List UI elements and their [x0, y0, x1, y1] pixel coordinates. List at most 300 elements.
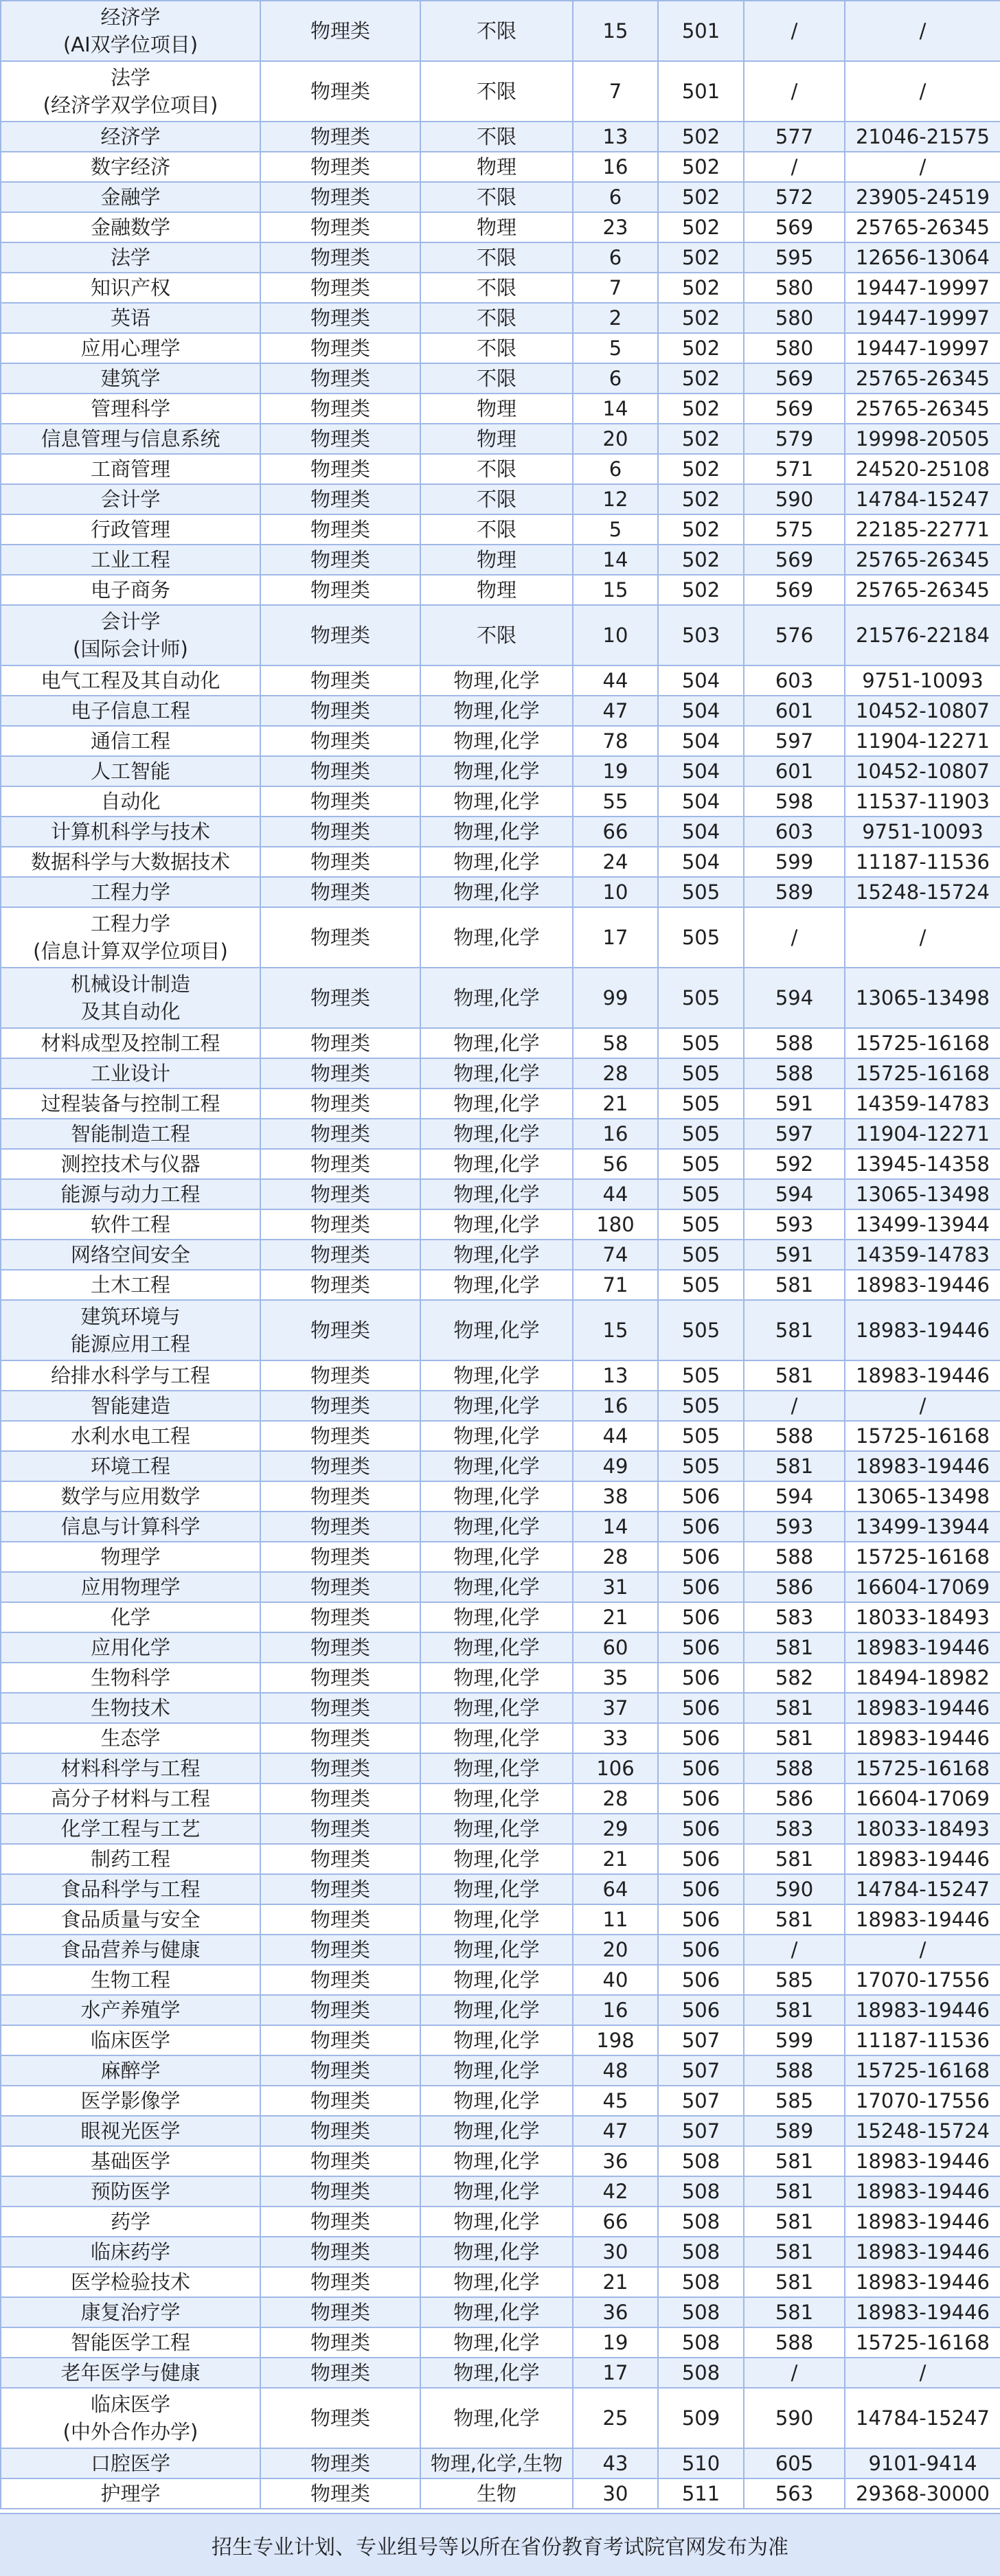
category-cell: 物理类 [260, 1058, 420, 1088]
table-row [1, 575, 1000, 605]
min-score-cell: 603 [744, 665, 845, 696]
subjects-cell: 物理,化学 [420, 1209, 573, 1240]
min-score-cell: 599 [744, 847, 845, 877]
category-cell: 物理类 [260, 1783, 420, 1814]
major-name-line: (信息计算双学位项目) [33, 939, 228, 963]
group-code-cell: 505 [658, 907, 744, 968]
major-name-cell [1, 545, 260, 575]
rank-range-cell: 18983-19446 [845, 1723, 1000, 1753]
major-name-line: 物理学 [100, 1545, 161, 1569]
group-code-cell: 506 [658, 1602, 744, 1632]
category-cell: 物理类 [260, 1270, 420, 1300]
category-cell: 物理类 [260, 1209, 420, 1240]
category-cell: 物理类 [260, 1935, 420, 1965]
group-code-cell: 507 [658, 2025, 744, 2055]
plan-count-cell: 16 [573, 152, 658, 182]
rank-range-cell: 18983-19446 [845, 1451, 1000, 1481]
major-name-cell [1, 1360, 260, 1391]
subjects-cell: 不限 [420, 454, 573, 484]
min-score-cell: 595 [744, 242, 845, 273]
plan-count-cell: 28 [573, 1542, 658, 1572]
min-score-cell: 589 [744, 2116, 845, 2146]
table-row [1, 242, 1000, 273]
table-row [1, 122, 1000, 152]
table-row [1, 484, 1000, 514]
major-name-cell [1, 61, 260, 122]
category-cell: 物理类 [260, 726, 420, 756]
subjects-cell: 物理,化学 [420, 1149, 573, 1179]
plan-count-cell: 180 [573, 1209, 658, 1240]
subjects-cell: 物理,化学 [420, 1935, 573, 1965]
table-row [1, 514, 1000, 545]
group-code-cell: 508 [658, 2146, 744, 2176]
major-name-line: 水产养殖学 [80, 1998, 181, 2022]
group-code-cell: 505 [658, 1300, 744, 1360]
plan-count-cell: 12 [573, 484, 658, 514]
subjects-cell: 物理,化学 [420, 2388, 573, 2448]
plan-count-cell: 15 [573, 1300, 658, 1360]
rank-range-cell: 9101-9414 [845, 2448, 1000, 2478]
category-cell: 物理类 [260, 605, 420, 665]
plan-count-cell: 19 [573, 2327, 658, 2358]
major-name-cell [1, 424, 260, 454]
major-name-line: 医学检验技术 [70, 2270, 190, 2294]
major-name-cell [1, 2478, 260, 2509]
plan-count-cell: 44 [573, 665, 658, 696]
category-cell: 物理类 [260, 2146, 420, 2176]
min-score-cell: 597 [744, 726, 845, 756]
major-name-line: 电子商务 [90, 578, 170, 602]
category-cell: 物理类 [260, 182, 420, 212]
plan-count-cell: 38 [573, 1481, 658, 1512]
major-name-line: 化学 [110, 1606, 150, 1629]
plan-count-cell: 78 [573, 726, 658, 756]
major-name-line: 食品营养与健康 [60, 1938, 201, 1961]
category-cell: 物理类 [260, 665, 420, 696]
rank-range-cell: 15725-16168 [845, 1542, 1000, 1572]
rank-range-cell: / [845, 61, 1000, 122]
min-score-cell: 588 [744, 1058, 845, 1088]
subjects-cell: 物理,化学 [420, 2237, 573, 2267]
group-code-cell: 505 [658, 877, 744, 907]
major-name-cell [1, 2388, 260, 2448]
min-score-cell: 593 [744, 1209, 845, 1240]
major-name-cell [1, 968, 260, 1028]
plan-count-cell: 21 [573, 2267, 658, 2297]
major-name-line: 人工智能 [90, 760, 170, 783]
major-name-cell [1, 363, 260, 394]
major-name-cell [1, 1028, 260, 1058]
min-score-cell: / [744, 1391, 845, 1421]
category-cell: 物理类 [260, 756, 420, 786]
group-code-cell: 502 [658, 394, 744, 424]
category-cell: 物理类 [260, 696, 420, 726]
table-row [1, 2388, 1000, 2448]
subjects-cell: 不限 [420, 605, 573, 665]
subjects-cell: 不限 [420, 514, 573, 545]
plan-count-cell: 43 [573, 2448, 658, 2478]
major-name-line: 智能建造 [90, 1394, 170, 1417]
major-name-line: 预防医学 [90, 2180, 170, 2203]
table-row [1, 2478, 1000, 2509]
subjects-cell: 物理,化学 [420, 817, 573, 847]
plan-count-cell: 2 [573, 303, 658, 333]
subjects-cell: 不限 [420, 61, 573, 122]
table-row [1, 1844, 1000, 1874]
group-code-cell: 507 [658, 2116, 744, 2146]
plan-count-cell: 7 [573, 273, 658, 303]
major-name-cell [1, 817, 260, 847]
table-row [1, 1783, 1000, 1814]
major-name-line: 机械设计制造 [70, 972, 190, 996]
table-row [1, 1300, 1000, 1360]
table-row [1, 212, 1000, 242]
group-code-cell: 508 [658, 2297, 744, 2327]
rank-range-cell: 19998-20505 [845, 424, 1000, 454]
major-name-line: 食品科学与工程 [60, 1878, 201, 1901]
major-name-line: 测控技术与仪器 [60, 1152, 201, 1176]
rank-range-cell: 18983-19446 [845, 1270, 1000, 1300]
rank-range-cell: 14359-14783 [845, 1088, 1000, 1119]
min-score-cell: / [744, 1935, 845, 1965]
table-row [1, 968, 1000, 1028]
subjects-cell: 物理,化学,生物 [420, 2448, 573, 2478]
major-name-line: 金融数学 [90, 216, 170, 239]
subjects-cell: 物理,化学 [420, 1814, 573, 1844]
rank-range-cell: 25765-26345 [845, 575, 1000, 605]
table-row [1, 1, 1000, 61]
table-row [1, 726, 1000, 756]
major-name-cell [1, 333, 260, 363]
min-score-cell: 569 [744, 575, 845, 605]
category-cell: 物理类 [260, 545, 420, 575]
category-cell: 物理类 [260, 363, 420, 394]
subjects-cell: 物理,化学 [420, 1451, 573, 1481]
category-cell: 物理类 [260, 2448, 420, 2478]
group-code-cell: 507 [658, 2055, 744, 2086]
category-cell: 物理类 [260, 484, 420, 514]
major-name-line: (国际会计师) [73, 637, 188, 661]
category-cell: 物理类 [260, 333, 420, 363]
plan-count-cell: 28 [573, 1058, 658, 1088]
rank-range-cell: 14359-14783 [845, 1240, 1000, 1270]
category-cell: 物理类 [260, 1844, 420, 1874]
rank-range-cell: 18983-19446 [845, 2207, 1000, 2237]
table-row [1, 2146, 1000, 2176]
plan-count-cell: 198 [573, 2025, 658, 2055]
table-row [1, 2176, 1000, 2207]
major-name-cell [1, 1270, 260, 1300]
major-name-cell [1, 182, 260, 212]
rank-range-cell: 14784-15247 [845, 484, 1000, 514]
major-name-line: 应用物理学 [80, 1575, 181, 1599]
category-cell: 物理类 [260, 1874, 420, 1904]
category-cell: 物理类 [260, 1904, 420, 1935]
major-name-line: 金融学 [100, 185, 161, 209]
major-name-line: 生物科学 [90, 1666, 170, 1689]
major-name-cell [1, 1542, 260, 1572]
group-code-cell: 502 [658, 514, 744, 545]
major-name-cell [1, 1421, 260, 1451]
plan-count-cell: 21 [573, 1088, 658, 1119]
plan-count-cell: 25 [573, 2388, 658, 2448]
min-score-cell: 571 [744, 454, 845, 484]
category-cell: 物理类 [260, 273, 420, 303]
group-code-cell: 505 [658, 1391, 744, 1421]
major-name-line: 会计学 [100, 610, 161, 633]
major-name-line: 软件工程 [90, 1213, 170, 1236]
subjects-cell: 物理,化学 [420, 1783, 573, 1814]
group-code-cell: 505 [658, 1119, 744, 1149]
major-name-line: (中外合作办学) [62, 2420, 198, 2443]
category-cell: 物理类 [260, 817, 420, 847]
major-name-cell [1, 1451, 260, 1481]
plan-count-cell: 36 [573, 2146, 658, 2176]
rank-range-cell: / [845, 2358, 1000, 2388]
rank-range-cell: 21046-21575 [845, 122, 1000, 152]
table-row [1, 1693, 1000, 1723]
group-code-cell: 502 [658, 484, 744, 514]
major-name-cell [1, 273, 260, 303]
subjects-cell: 物理,化学 [420, 907, 573, 968]
group-code-cell: 508 [658, 2207, 744, 2237]
major-name-cell [1, 1481, 260, 1512]
category-cell: 物理类 [260, 1723, 420, 1753]
group-code-cell: 509 [658, 2388, 744, 2448]
major-name-line: 给排水科学与工程 [50, 1364, 210, 1387]
group-code-cell: 504 [658, 817, 744, 847]
group-code-cell: 505 [658, 1179, 744, 1209]
major-name-line: 生物技术 [90, 1696, 170, 1720]
plan-count-cell: 16 [573, 1391, 658, 1421]
group-code-cell: 504 [658, 786, 744, 817]
major-name-line: 能源与动力工程 [60, 1183, 201, 1206]
table-row [1, 1723, 1000, 1753]
plan-count-cell: 36 [573, 2297, 658, 2327]
major-name-line: (AI双学位项目) [62, 33, 198, 56]
major-name-cell [1, 242, 260, 273]
subjects-cell: 物理,化学 [420, 1481, 573, 1512]
rank-range-cell: 18983-19446 [845, 1632, 1000, 1663]
table-row [1, 1240, 1000, 1270]
major-name-line: 医学影像学 [80, 2089, 181, 2112]
category-cell: 物理类 [260, 1693, 420, 1723]
group-code-cell: 502 [658, 333, 744, 363]
category-cell: 物理类 [260, 1512, 420, 1542]
min-score-cell: 581 [744, 1270, 845, 1300]
group-code-cell: 506 [658, 1904, 744, 1935]
rank-range-cell: 13945-14358 [845, 1149, 1000, 1179]
plan-count-cell: 48 [573, 2055, 658, 2086]
major-name-cell [1, 454, 260, 484]
subjects-cell: 物理,化学 [420, 2055, 573, 2086]
rank-range-cell: 25765-26345 [845, 212, 1000, 242]
subjects-cell: 物理,化学 [420, 1058, 573, 1088]
major-name-line: 康复治疗学 [80, 2301, 181, 2324]
table-row [1, 1935, 1000, 1965]
subjects-cell: 物理,化学 [420, 786, 573, 817]
min-score-cell: / [744, 1, 845, 61]
major-name-line: 工程力学 [90, 912, 170, 935]
rank-range-cell: 15725-16168 [845, 2327, 1000, 2358]
major-name-cell [1, 1512, 260, 1542]
category-cell: 物理类 [260, 1119, 420, 1149]
subjects-cell: 物理,化学 [420, 696, 573, 726]
subjects-cell: 物理,化学 [420, 1693, 573, 1723]
major-name-line: 计算机科学与技术 [50, 820, 210, 843]
table-row [1, 2267, 1000, 2297]
major-name-line: 食品质量与安全 [60, 1908, 201, 1931]
min-score-cell: 581 [744, 1844, 845, 1874]
table-row [1, 303, 1000, 333]
major-name-cell [1, 122, 260, 152]
major-name-line: 材料科学与工程 [60, 1757, 201, 1780]
category-cell: 物理类 [260, 1481, 420, 1512]
rank-range-cell: 19447-19997 [845, 273, 1000, 303]
group-code-cell: 506 [658, 1663, 744, 1693]
subjects-cell: 不限 [420, 182, 573, 212]
table-row [1, 1028, 1000, 1058]
group-code-cell: 505 [658, 968, 744, 1028]
group-code-cell: 502 [658, 454, 744, 484]
major-name-line: 高分子材料与工程 [50, 1787, 210, 1810]
major-name-line: 法学 [110, 66, 150, 89]
group-code-cell: 503 [658, 605, 744, 665]
major-name-cell [1, 2267, 260, 2297]
group-code-cell: 508 [658, 2267, 744, 2297]
plan-count-cell: 14 [573, 1512, 658, 1542]
subjects-cell: 物理,化学 [420, 1240, 573, 1270]
group-code-cell: 505 [658, 1028, 744, 1058]
min-score-cell: 581 [744, 1451, 845, 1481]
category-cell: 物理类 [260, 575, 420, 605]
plan-count-cell: 15 [573, 575, 658, 605]
table-row [1, 1995, 1000, 2025]
major-name-cell [1, 1995, 260, 2025]
subjects-cell: 物理,化学 [420, 847, 573, 877]
major-name-cell [1, 2025, 260, 2055]
plan-count-cell: 33 [573, 1723, 658, 1753]
table-row [1, 2116, 1000, 2146]
category-cell: 物理类 [260, 2055, 420, 2086]
plan-count-cell: 44 [573, 1421, 658, 1451]
rank-range-cell: 19447-19997 [845, 303, 1000, 333]
category-cell: 物理类 [260, 242, 420, 273]
plan-count-cell: 23 [573, 212, 658, 242]
subjects-cell: 物理,化学 [420, 1844, 573, 1874]
major-name-cell [1, 1119, 260, 1149]
plan-count-cell: 37 [573, 1693, 658, 1723]
min-score-cell: 590 [744, 1874, 845, 1904]
group-code-cell: 507 [658, 2086, 744, 2116]
major-name-cell [1, 1844, 260, 1874]
subjects-cell: 物理,化学 [420, 968, 573, 1028]
major-name-line: 管理科学 [90, 397, 170, 420]
group-code-cell: 506 [658, 1572, 744, 1602]
min-score-cell: / [744, 907, 845, 968]
min-score-cell: 581 [744, 1360, 845, 1391]
table-row [1, 394, 1000, 424]
plan-count-cell: 15 [573, 1, 658, 61]
plan-count-cell: 6 [573, 363, 658, 394]
plan-count-cell: 47 [573, 696, 658, 726]
min-score-cell: / [744, 2358, 845, 2388]
plan-count-cell: 14 [573, 394, 658, 424]
min-score-cell: 581 [744, 2176, 845, 2207]
rank-range-cell: 15248-15724 [845, 877, 1000, 907]
category-cell: 物理类 [260, 2297, 420, 2327]
category-cell: 物理类 [260, 1149, 420, 1179]
table-row [1, 1360, 1000, 1391]
table-row [1, 333, 1000, 363]
group-code-cell: 508 [658, 2176, 744, 2207]
min-score-cell: 590 [744, 2388, 845, 2448]
rank-range-cell: / [845, 907, 1000, 968]
rank-range-cell: 10452-10807 [845, 696, 1000, 726]
category-cell: 物理类 [260, 1300, 420, 1360]
min-score-cell: 588 [744, 2055, 845, 2086]
major-name-cell [1, 1, 260, 61]
min-score-cell: 585 [744, 1965, 845, 1995]
min-score-cell: 598 [744, 786, 845, 817]
category-cell: 物理类 [260, 1179, 420, 1209]
group-code-cell: 508 [658, 2358, 744, 2388]
major-name-cell [1, 756, 260, 786]
rank-range-cell: 12656-13064 [845, 242, 1000, 273]
major-name-line: 工业设计 [90, 1062, 170, 1085]
plan-count-cell: 45 [573, 2086, 658, 2116]
group-code-cell: 505 [658, 1149, 744, 1179]
table-row [1, 363, 1000, 394]
category-cell: 物理类 [260, 2478, 420, 2509]
min-score-cell: 586 [744, 1783, 845, 1814]
subjects-cell: 物理,化学 [420, 2267, 573, 2297]
plan-count-cell: 24 [573, 847, 658, 877]
group-code-cell: 505 [658, 1421, 744, 1451]
category-cell: 物理类 [260, 394, 420, 424]
min-score-cell: 588 [744, 2327, 845, 2358]
major-name-line: 建筑环境与 [80, 1305, 181, 1328]
subjects-cell: 物理,化学 [420, 2207, 573, 2237]
category-cell: 物理类 [260, 968, 420, 1028]
group-code-cell: 504 [658, 847, 744, 877]
min-score-cell: 585 [744, 2086, 845, 2116]
group-code-cell: 510 [658, 2448, 744, 2478]
rank-range-cell: 11904-12271 [845, 1119, 1000, 1149]
group-code-cell: 506 [658, 1632, 744, 1663]
subjects-cell: 物理,化学 [420, 2025, 573, 2055]
group-code-cell: 502 [658, 273, 744, 303]
major-name-line: 数学与应用数学 [60, 1485, 201, 1508]
subjects-cell: 物理,化学 [420, 2086, 573, 2116]
rank-range-cell: 13499-13944 [845, 1512, 1000, 1542]
group-code-cell: 508 [658, 2327, 744, 2358]
subjects-cell: 物理,化学 [420, 1542, 573, 1572]
min-score-cell: 590 [744, 484, 845, 514]
rank-range-cell: 22185-22771 [845, 514, 1000, 545]
major-name-cell [1, 605, 260, 665]
major-name-line: 生态学 [100, 1726, 161, 1750]
subjects-cell: 物理,化学 [420, 1088, 573, 1119]
category-cell: 物理类 [260, 1814, 420, 1844]
table-row [1, 273, 1000, 303]
major-name-line: 知识产权 [90, 276, 170, 299]
rank-range-cell: 23905-24519 [845, 182, 1000, 212]
plan-count-cell: 21 [573, 1602, 658, 1632]
table-row [1, 61, 1000, 122]
min-score-cell: 601 [744, 696, 845, 726]
subjects-cell: 生物 [420, 2478, 573, 2509]
